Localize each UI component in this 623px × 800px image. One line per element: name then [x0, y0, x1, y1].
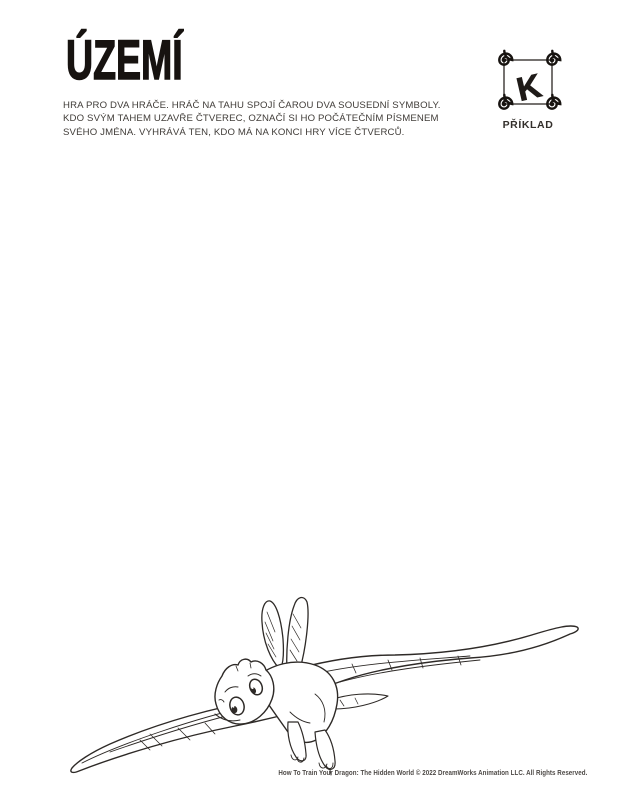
spiral-icon	[176, 463, 203, 490]
dragon-illustration	[55, 590, 600, 785]
spiral-icon	[406, 463, 433, 490]
spiral-icon	[233, 261, 260, 288]
spiral-icon	[176, 413, 203, 440]
spiral-icon	[291, 513, 318, 540]
spiral-icon	[521, 362, 548, 389]
spiral-icon	[291, 564, 318, 591]
spiral-icon	[291, 211, 318, 238]
spiral-icon	[233, 211, 260, 238]
spiral-icon	[176, 362, 203, 389]
spiral-icon	[463, 362, 490, 389]
spiral-icon	[233, 312, 260, 339]
spiral-icon	[233, 161, 260, 188]
spiral-icon	[118, 312, 145, 339]
spiral-icon	[233, 463, 260, 490]
spiral-icon	[61, 211, 88, 238]
spiral-icon	[406, 513, 433, 540]
spiral-icon	[176, 564, 203, 591]
spiral-icon	[348, 362, 375, 389]
spiral-icon	[176, 513, 203, 540]
spiral-icon	[463, 413, 490, 440]
spiral-icon	[406, 161, 433, 188]
spiral-icon	[61, 362, 88, 389]
spiral-icon	[291, 463, 318, 490]
spiral-icon	[521, 564, 548, 591]
spiral-icon	[61, 513, 88, 540]
spiral-icon	[463, 261, 490, 288]
spiral-icon	[118, 513, 145, 540]
spiral-icon	[61, 413, 88, 440]
spiral-icon	[118, 161, 145, 188]
spiral-icon	[118, 362, 145, 389]
spiral-icon	[291, 261, 318, 288]
spiral-icon	[348, 513, 375, 540]
spiral-icon	[521, 312, 548, 339]
spiral-icon	[521, 161, 548, 188]
spiral-icon	[61, 261, 88, 288]
spiral-icon	[406, 312, 433, 339]
spiral-icon	[176, 261, 203, 288]
spiral-icon	[233, 362, 260, 389]
spiral-icon	[463, 564, 490, 591]
spiral-icon	[348, 413, 375, 440]
spiral-icon	[463, 161, 490, 188]
spiral-icon	[348, 463, 375, 490]
spiral-icon	[348, 261, 375, 288]
spiral-icon	[291, 161, 318, 188]
spiral-icon	[291, 413, 318, 440]
spiral-icon	[463, 513, 490, 540]
instructions-line: KDO SVÝM TAHEM UZAVŘE ČTVEREC, OZNAČÍ SI HO POČÁTEČNÍM PÍSMENEM	[63, 113, 439, 125]
spiral-icon	[463, 211, 490, 238]
spiral-icon	[61, 463, 88, 490]
spiral-icon	[348, 312, 375, 339]
spiral-icon	[521, 261, 548, 288]
spiral-icon	[406, 564, 433, 591]
spiral-icon	[118, 211, 145, 238]
spiral-icon	[348, 161, 375, 188]
spiral-icon	[348, 211, 375, 238]
spiral-icon	[406, 362, 433, 389]
spiral-icon	[233, 513, 260, 540]
spiral-icon	[521, 513, 548, 540]
spiral-icon	[118, 463, 145, 490]
spiral-icon	[291, 312, 318, 339]
spiral-icon	[521, 211, 548, 238]
spiral-icon	[463, 463, 490, 490]
spiral-icon	[521, 463, 548, 490]
copyright-text: How To Train Your Dragon: The Hidden World © 2022 DreamWorks Animation LLC. All Rights Reserved.	[277, 770, 587, 777]
spiral-icon	[406, 413, 433, 440]
spiral-icon	[61, 312, 88, 339]
spiral-icon	[176, 161, 203, 188]
spiral-icon	[406, 261, 433, 288]
spiral-icon	[61, 564, 88, 591]
page-title: ÚZEMÍ	[66, 28, 183, 91]
spiral-icon	[463, 312, 490, 339]
spiral-icon	[118, 564, 145, 591]
spiral-icon	[176, 211, 203, 238]
spiral-icon	[233, 564, 260, 591]
example-label: PŘÍKLAD	[502, 119, 554, 131]
spiral-icon	[233, 413, 260, 440]
spiral-icon	[291, 362, 318, 389]
spiral-icon	[521, 413, 548, 440]
instructions-line: HRA PRO DVA HRÁČE. HRÁČ NA TAHU SPOJÍ ČAROU DVA SOUSEDNÍ SYMBOLY.	[63, 100, 441, 111]
spiral-icon	[118, 261, 145, 288]
spiral-icon	[406, 211, 433, 238]
example-player-initial: K	[513, 66, 545, 108]
spiral-icon	[61, 161, 88, 188]
spiral-icon	[348, 564, 375, 591]
instructions-line: SVÉHO JMÉNA. VYHRÁVÁ TEN, KDO MÁ NA KONCI HRY VÍCE ČTVERCŮ.	[63, 126, 405, 138]
spiral-icon	[118, 413, 145, 440]
spiral-icon	[176, 312, 203, 339]
